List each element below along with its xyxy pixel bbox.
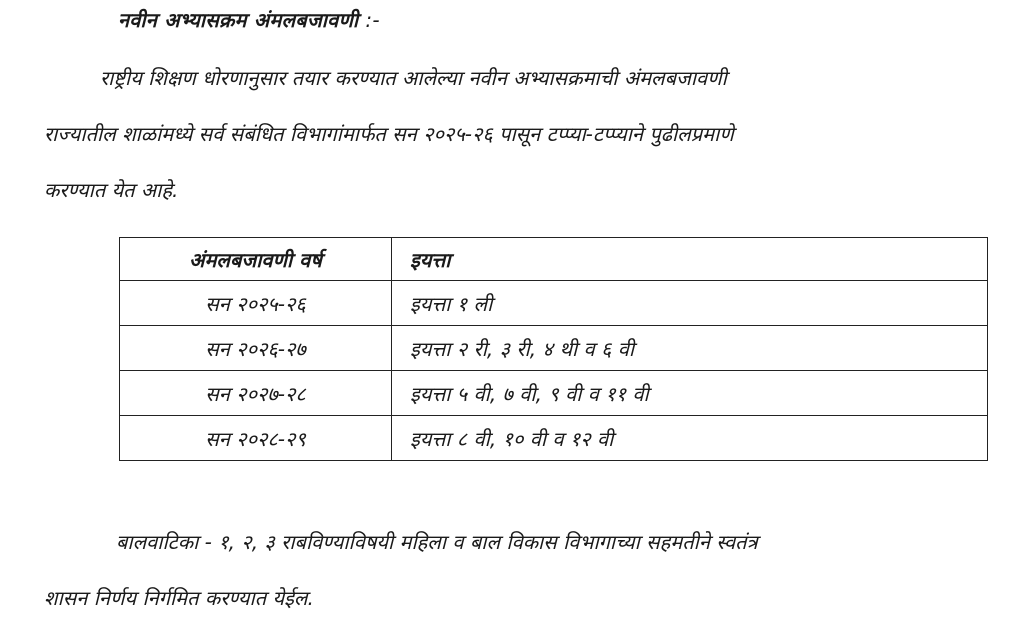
closing-line: बालवाटिका - १, २, ३ राबविण्याविषयी महिला व बाल विकास विभागाच्या सहमतीने स्वतंत्र	[116, 530, 758, 554]
year-cell: सन २०२५-२६	[120, 281, 392, 326]
intro-paragraph	[44, 50, 984, 218]
table-row	[120, 281, 988, 326]
intro-line: करण्यात येत आहे.	[44, 178, 179, 202]
table-row	[120, 416, 988, 461]
table-header-row	[120, 238, 988, 281]
year-cell: सन २०२६-२७	[120, 326, 392, 371]
year-cell: सन २०२८-२९	[120, 416, 392, 461]
class-cell: इयत्ता १ ली	[392, 281, 988, 326]
class-cell: इयत्ता ५ वी, ७ वी, ९ वी व ११ वी	[392, 371, 988, 416]
closing-paragraph	[44, 514, 994, 626]
column-header-class: इयत्ता	[392, 238, 988, 281]
table-row	[120, 326, 988, 371]
section-heading	[118, 6, 380, 33]
section-heading-mark: :-	[365, 8, 380, 32]
column-header-year: अंमलबजावणी वर्ष	[120, 238, 392, 281]
year-cell: सन २०२७-२८	[120, 371, 392, 416]
implementation-table	[119, 237, 988, 461]
section-heading-title: नवीन अभ्यासक्रम अंमलबजावणी	[118, 8, 359, 32]
intro-line: राष्ट्रीय शिक्षण धोरणानुसार तयार करण्यात आलेल्या नवीन अभ्यासक्रमाची अंमलबजावणी	[100, 66, 727, 90]
class-cell: इयत्ता २ री, ३ री, ४ थी व ६ वी	[392, 326, 988, 371]
intro-line: राज्यातील शाळांमध्ये सर्व संबंधित विभागांमार्फत सन २०२५-२६ पासून टप्प्या-टप्प्याने पुढीलप्रमाणे	[44, 122, 734, 146]
closing-line: शासन निर्णय निर्गमित करण्यात येईल.	[44, 586, 314, 610]
table-row	[120, 371, 988, 416]
implementation-table-container	[119, 237, 988, 466]
class-cell: इयत्ता ८ वी, १० वी व १२ वी	[392, 416, 988, 461]
